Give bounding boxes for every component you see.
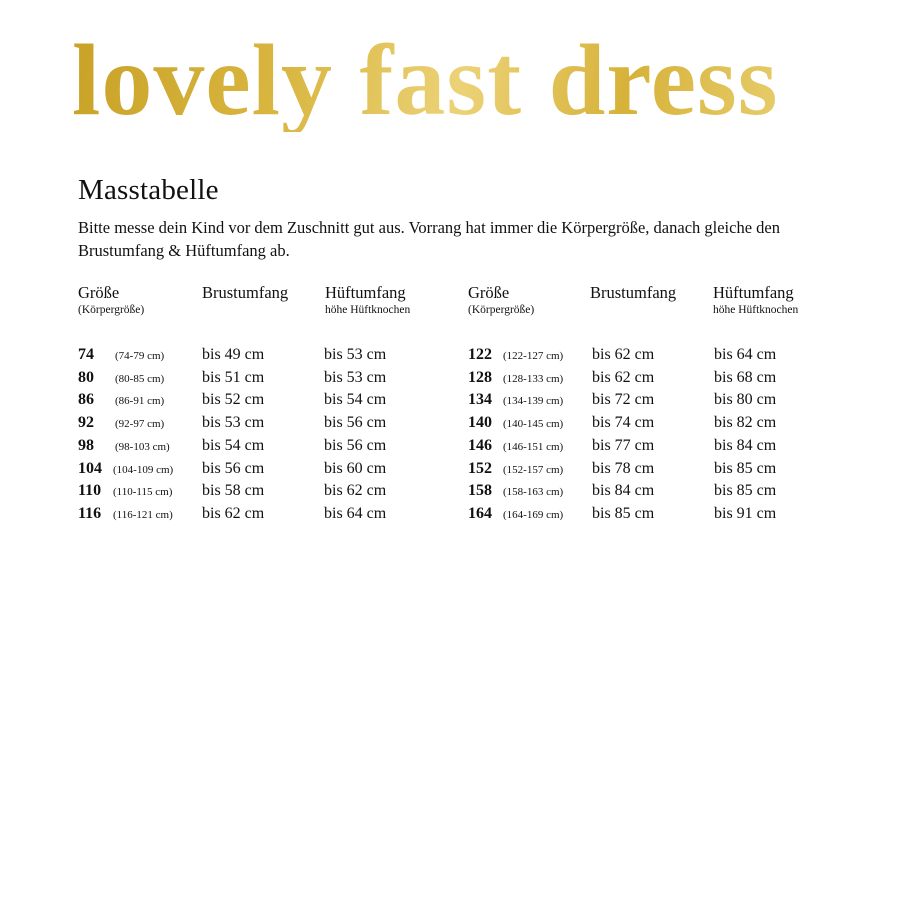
table-row [78, 480, 458, 502]
size-value: 158 [468, 482, 492, 500]
table-row [78, 389, 458, 411]
hip-value: bis 85 cm [714, 459, 777, 477]
height-range: (158-163 cm) [503, 486, 564, 499]
size-value: 122 [468, 346, 492, 363]
hip-value: bis 53 cm [324, 368, 387, 386]
bust-value: bis 51 cm [202, 368, 265, 386]
hip-value: bis 60 cm [324, 459, 387, 477]
height-range: (122-127 cm) [503, 350, 564, 362]
bust-value: bis 72 cm [592, 391, 655, 409]
section-heading: Masstabelle [78, 174, 219, 206]
bust-value: bis 54 cm [202, 436, 265, 454]
size-value: 74 [78, 346, 94, 363]
height-range: (86-91 cm) [115, 395, 165, 408]
hip-value: bis 68 cm [714, 368, 777, 386]
size-value: 152 [468, 459, 492, 477]
size-value: 110 [78, 482, 102, 500]
height-range: (98-103 cm) [115, 440, 170, 453]
bust-value: bis 53 cm [202, 414, 265, 432]
height-range: (140-145 cm) [503, 418, 564, 431]
bust-header-label: Brustumfang [202, 283, 289, 302]
bust-value: bis 85 cm [592, 504, 655, 522]
table-row [468, 344, 848, 366]
size-value: 116 [78, 504, 102, 522]
hip-value: bis 53 cm [324, 346, 387, 363]
height-range: (134-139 cm) [503, 395, 564, 408]
size-column-header-right [468, 284, 534, 318]
hip-value: bis 56 cm [324, 414, 387, 432]
hip-value: bis 85 cm [714, 482, 777, 500]
bust-value: bis 62 cm [592, 346, 655, 363]
hip-value: bis 62 cm [324, 482, 387, 500]
hip-value: bis 64 cm [324, 504, 387, 522]
table-row [78, 344, 458, 366]
table-row [468, 503, 848, 525]
height-range: (110-115 cm) [113, 486, 173, 499]
bust-value: bis 58 cm [202, 482, 265, 500]
height-range: (92-97 cm) [115, 418, 165, 431]
bust-value: bis 84 cm [592, 482, 655, 500]
hip-value: bis 64 cm [714, 346, 777, 363]
size-value: 80 [78, 368, 94, 386]
table-row [468, 367, 848, 389]
table-row [468, 458, 848, 480]
size-column-header-left [78, 284, 144, 318]
height-range: (128-133 cm) [503, 372, 564, 385]
hip-value: bis 82 cm [714, 414, 777, 432]
hip-column-header-left [325, 284, 410, 318]
hip-value: bis 56 cm [324, 436, 387, 454]
bust-value: bis 62 cm [592, 368, 655, 386]
table-row [468, 480, 848, 502]
size-value: 86 [78, 391, 94, 409]
size-value: 92 [78, 414, 94, 432]
table-row [468, 412, 848, 434]
height-range: (146-151 cm) [503, 440, 564, 453]
height-range: (80-85 cm) [115, 372, 165, 385]
bust-value: bis 56 cm [202, 459, 265, 477]
bust-value: bis 49 cm [202, 346, 265, 363]
size-value: 146 [468, 436, 492, 454]
size-header-sublabel: (Körpergröße) [468, 304, 535, 316]
page-title: lovely fast dress [72, 24, 779, 137]
table-row [78, 435, 458, 457]
table-row [78, 367, 458, 389]
hip-header-sublabel: höhe Hüftknochen [325, 304, 411, 316]
size-value: 104 [78, 459, 102, 477]
size-value: 128 [468, 368, 492, 386]
hip-value: bis 84 cm [714, 436, 777, 454]
intro-text: Bitte messe dein Kind vor dem Zuschnitt gut aus. Vorrang hat immer die Körpergröße, danach gleiche den Brustumfang & Hüftumfang ab. [78, 218, 780, 260]
hip-header-label: Hüftumfang [325, 283, 406, 302]
table-row [78, 412, 458, 434]
height-range: (164-169 cm) [503, 508, 564, 521]
hip-value: bis 54 cm [324, 391, 387, 409]
bust-value: bis 62 cm [202, 504, 265, 522]
bust-value: bis 74 cm [592, 414, 655, 432]
size-value: 140 [468, 414, 492, 432]
size-value: 98 [78, 436, 94, 454]
hip-value: bis 80 cm [714, 391, 777, 409]
hip-column-header-right [713, 284, 798, 318]
size-header-label: Größe [468, 283, 510, 302]
hip-header-sublabel: höhe Hüftknochen [713, 304, 799, 316]
bust-header-label: Brustumfang [590, 283, 677, 302]
height-range: (104-109 cm) [113, 463, 174, 476]
height-range: (152-157 cm) [503, 463, 564, 476]
bust-column-header-left [202, 284, 288, 302]
bust-value: bis 77 cm [592, 436, 655, 454]
height-range: (116-121 cm) [113, 508, 173, 521]
size-value: 134 [468, 391, 492, 409]
table-row [78, 458, 458, 480]
height-range: (74-79 cm) [115, 350, 165, 362]
table-row [468, 389, 848, 411]
table-row [78, 503, 458, 525]
bust-value: bis 52 cm [202, 391, 265, 409]
bust-column-header-right [590, 284, 676, 302]
size-value: 164 [468, 504, 492, 522]
table-row [468, 435, 848, 457]
size-header-label: Größe [78, 283, 120, 302]
hip-header-label: Hüftumfang [713, 283, 794, 302]
bust-value: bis 78 cm [592, 459, 655, 477]
hip-value: bis 91 cm [714, 504, 777, 522]
size-header-sublabel: (Körpergröße) [78, 304, 145, 316]
